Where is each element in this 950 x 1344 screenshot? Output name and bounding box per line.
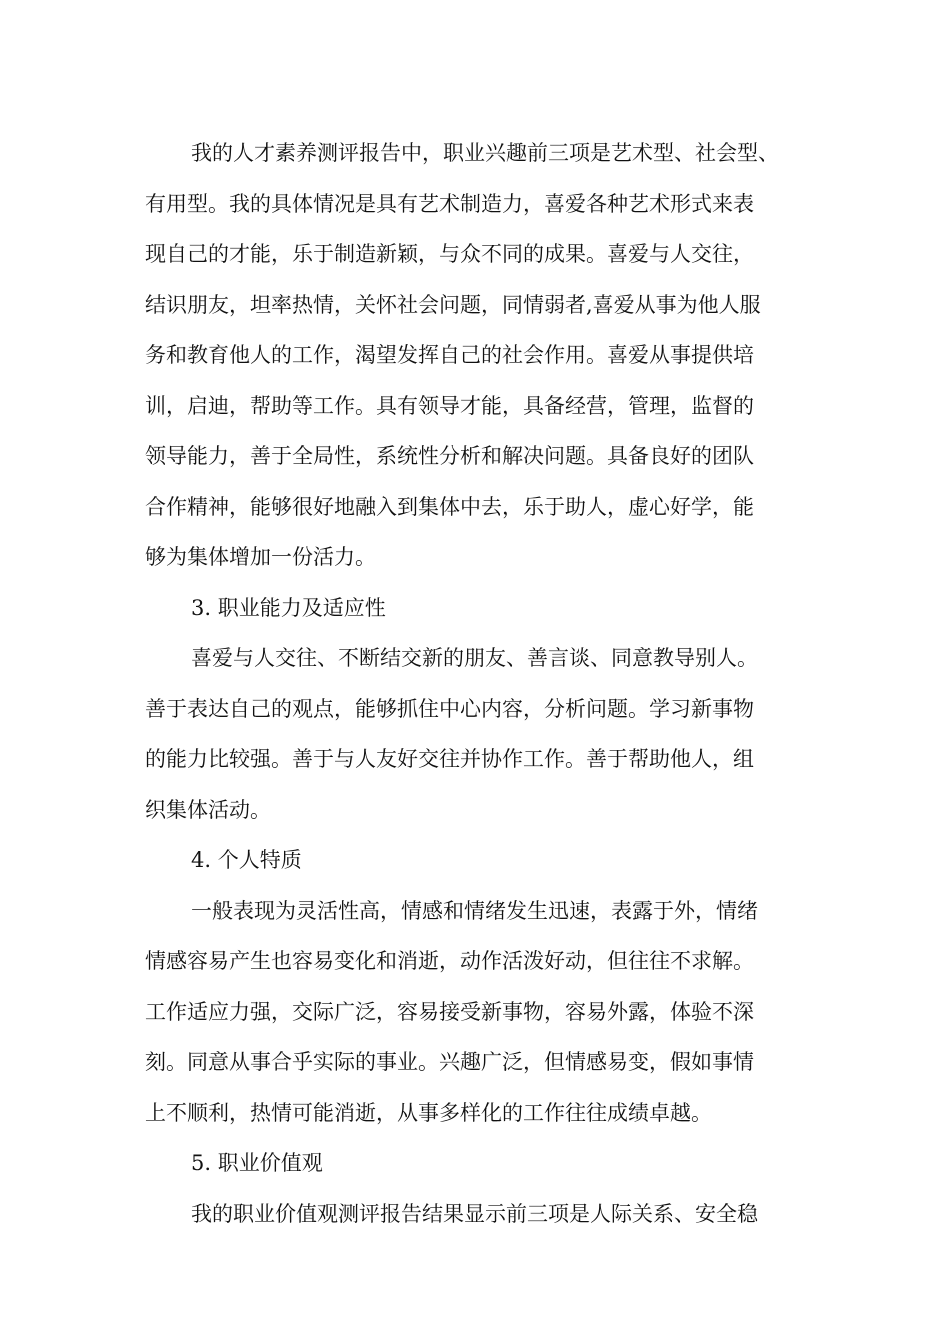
text-line: 工作适应力强，交际广泛，容易接受新事物，容易外露，体验不深	[145, 999, 754, 1024]
paragraph-traits	[145, 886, 813, 1139]
text-line: 有用型。我的具体情况是具有艺术制造力，喜爱各种艺术形式来表	[145, 191, 754, 216]
section-heading-traits: 4. 个人特质	[191, 848, 302, 872]
text-line: 善于表达自己的观点，能够抓住中心内容，分析问题。学习新事物	[145, 696, 754, 721]
text-line: 够为集体增加一份活力。	[145, 545, 376, 569]
section-heading-ability: 3. 职业能力及适应性	[191, 595, 386, 620]
text-line: 务和教育他人的工作，渴望发挥自己的社会作用。喜爱从事提供培	[145, 343, 754, 367]
paragraph-ability	[145, 633, 813, 835]
text-line: 领导能力，善于全局性，系统性分析和解决问题。具备良好的团队	[145, 444, 754, 468]
document-body	[145, 128, 813, 1239]
text-line: 喜爱与人交往、不断结交新的朋友、善言谈、同意教导别人。	[191, 646, 758, 670]
text-line: 我的人才素养测评报告中，职业兴趣前三项是艺术型、社会型、	[191, 141, 779, 165]
paragraph-interest	[145, 128, 813, 583]
text-line: 刻。同意从事合乎实际的事业。兴趣广泛，但情感易变，假如事情	[145, 1050, 754, 1074]
text-line: 现自己的才能，乐于制造新颖，与众不同的成果。喜爱与人交往，	[145, 242, 754, 266]
section-heading-values: 5. 职业价值观	[191, 1151, 323, 1175]
text-line: 情感容易产生也容易变化和消逝，动作活泼好动，但往往不求解。	[145, 949, 754, 973]
text-line: 一般表现为灵活性高，情感和情绪发生迅速，表露于外，情绪	[191, 898, 758, 923]
text-line: 合作精神，能够很好地融入到集体中去，乐于助人，虚心好学，能	[145, 494, 754, 519]
text-line: 织集体活动。	[145, 797, 271, 822]
text-line: 训，启迪，帮助等工作。具有领导才能，具备经营，管理，监督的	[145, 393, 754, 418]
text-line: 我的职业价值观测评报告结果显示前三项是人际关系、安全稳	[191, 1201, 758, 1226]
text-line: 上不顺利，热情可能消逝，从事多样化的工作往往成绩卓越。	[145, 1100, 712, 1125]
text-line: 的能力比较强。善于与人友好交往并协作工作。善于帮助他人，组	[145, 747, 754, 771]
text-line: 结识朋友，坦率热情，关怀社会问题，同情弱者,喜爱从事为他人服	[145, 292, 761, 317]
paragraph-values	[145, 1189, 813, 1240]
